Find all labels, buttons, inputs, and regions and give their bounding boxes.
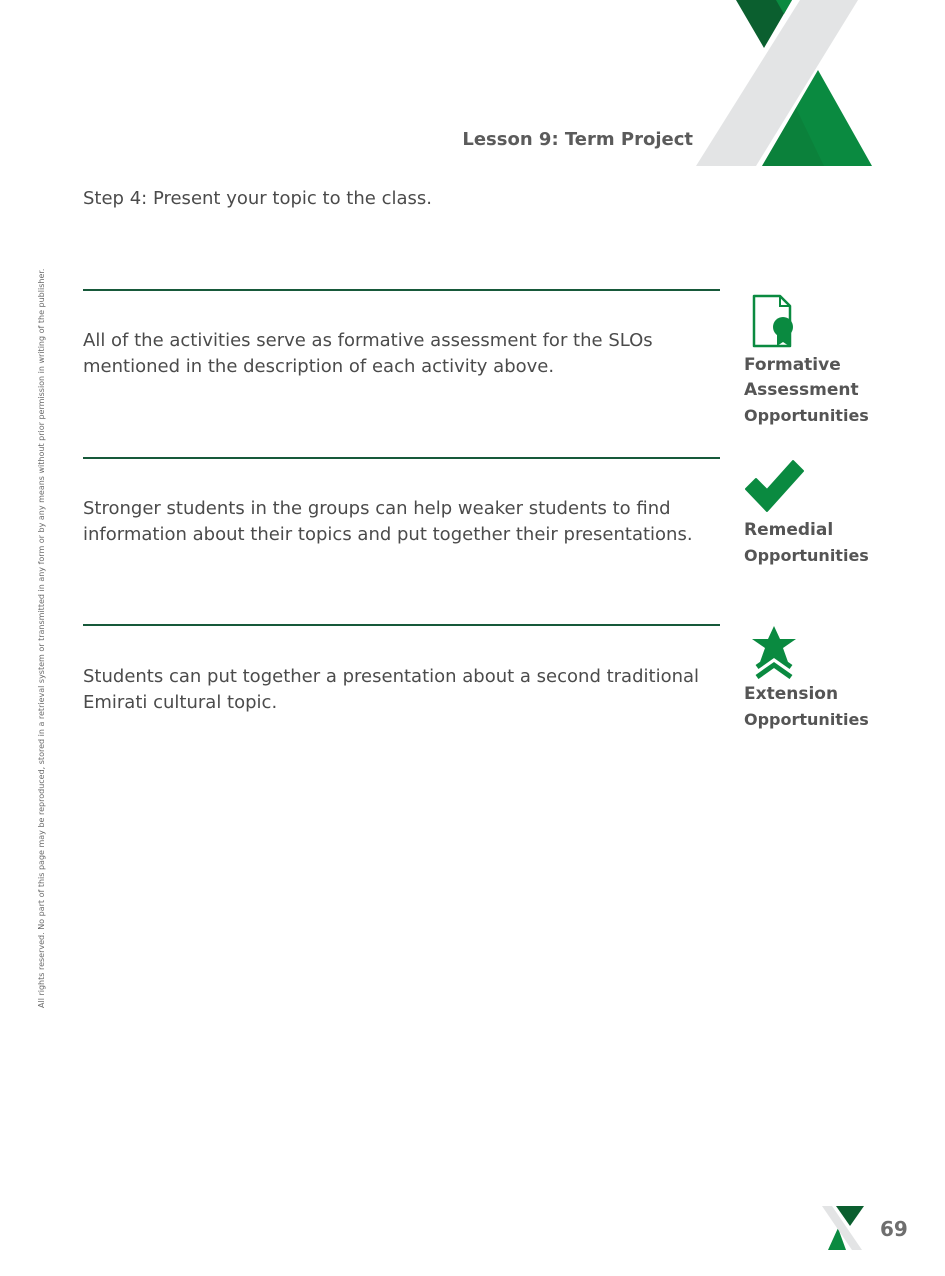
remedial-label: Remedial Opportunities bbox=[744, 520, 869, 565]
remedial-text: Stronger students in the groups can help weaker students to find information about their topics and put together their presentations. bbox=[83, 498, 693, 545]
extension-label: Extension Opportunities bbox=[744, 684, 869, 729]
star-chevron-icon bbox=[746, 625, 802, 679]
section-divider bbox=[83, 624, 720, 626]
extension-text: Students can put together a presentation about a second traditional Emirati cultural topic. bbox=[83, 666, 700, 713]
brand-x-logo-icon bbox=[696, 0, 874, 166]
checkmark-icon bbox=[743, 459, 805, 515]
brand-x-small-icon bbox=[822, 1206, 866, 1250]
lesson-title: Lesson 9: Term Project bbox=[462, 129, 693, 150]
section-divider bbox=[83, 289, 720, 291]
formative-assessment-text: All of the activities serve as formative assessment for the SLOs mentioned in the description of each activity above. bbox=[83, 330, 653, 377]
formative-assessment-label: Formative Assessment Opportunities bbox=[744, 355, 869, 425]
step-instruction: Step 4: Present your topic to the class. bbox=[83, 188, 432, 209]
section-divider bbox=[83, 457, 720, 459]
page-number: 69 bbox=[880, 1217, 908, 1241]
certificate-icon bbox=[750, 294, 798, 350]
copyright-note: All rights reserved. No part of this page may be reproduced, stored in a retrieval system or transmitted in any form or by any means without prior permission in writing of the publisher. bbox=[37, 268, 46, 1008]
